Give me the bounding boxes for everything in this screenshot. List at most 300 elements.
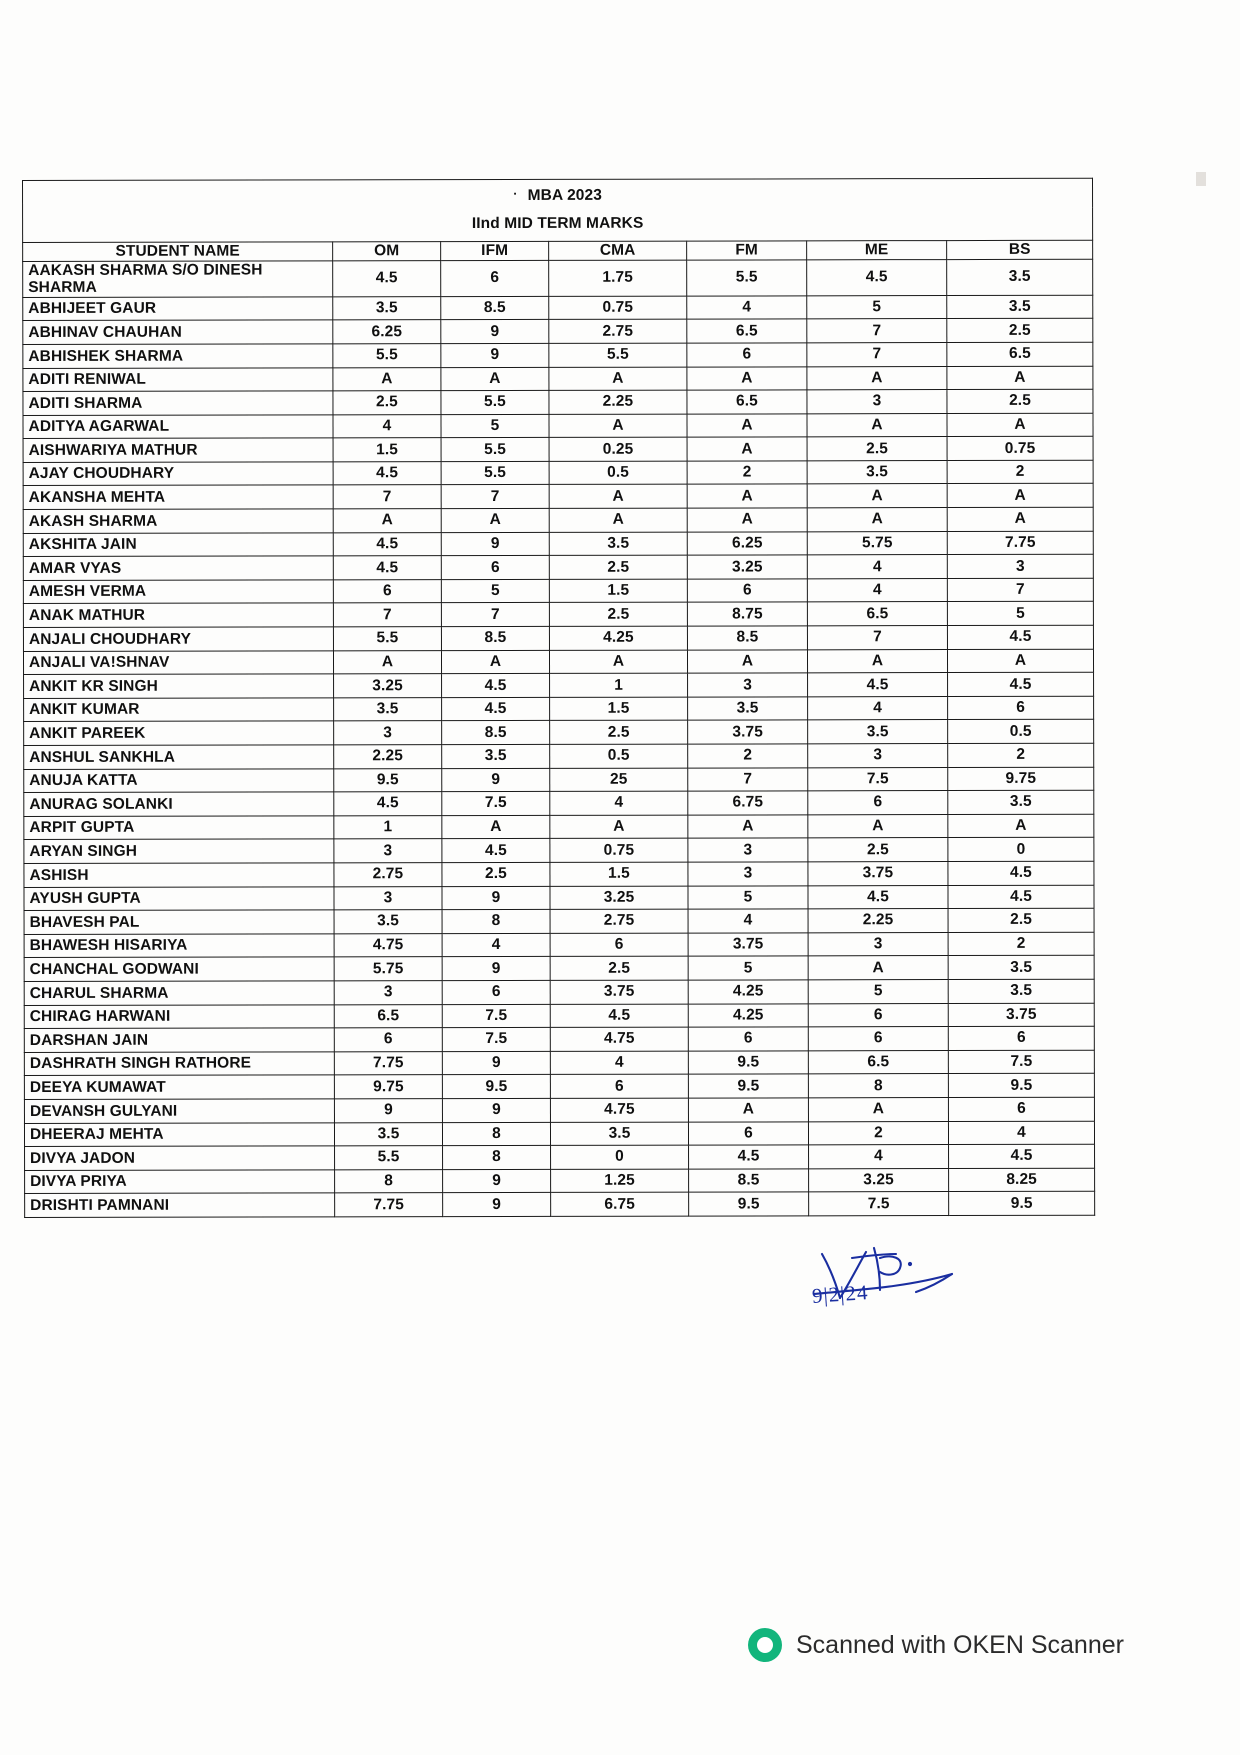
student-name-cell: AAKASH SHARMA S/O DINESH SHARMA [23, 261, 333, 297]
me-mark-cell: 4.5 [808, 885, 948, 909]
om-mark-cell: 6.5 [334, 1004, 442, 1028]
om-mark-cell: A [333, 367, 441, 391]
table-row [23, 342, 1093, 368]
fm-mark-cell: 4 [687, 296, 807, 320]
marks-sheet [22, 178, 1094, 1218]
om-mark-cell: 3.5 [334, 697, 442, 721]
om-mark-cell: 4.75 [334, 933, 442, 957]
bs-mark-cell: 0.75 [947, 437, 1093, 461]
om-mark-cell: 5.5 [335, 1146, 443, 1170]
ifm-mark-cell: 5 [441, 414, 549, 438]
student-name-cell: DHEERAJ MEHTA [24, 1122, 334, 1146]
student-name-cell: ANKIT PAREEK [24, 721, 334, 745]
bs-mark-cell: 3.5 [948, 956, 1094, 980]
me-mark-cell: 6.5 [807, 602, 947, 626]
table-row [24, 814, 1094, 840]
fm-mark-cell: 9.5 [689, 1192, 809, 1216]
om-mark-cell: 4.5 [333, 461, 441, 485]
column-header-fm: FM [687, 241, 807, 260]
bs-mark-cell: 4.5 [948, 672, 1094, 696]
ifm-mark-cell: 7.5 [442, 792, 550, 816]
me-mark-cell: A [807, 366, 947, 390]
table-row [25, 1192, 1095, 1218]
fm-mark-cell: 6 [688, 1027, 808, 1051]
me-mark-cell: A [808, 814, 948, 838]
cma-mark-cell: 1.5 [550, 862, 688, 886]
fm-mark-cell: 3 [688, 673, 808, 697]
bs-mark-cell: 6 [948, 696, 1094, 720]
title-dot-mark: · [513, 185, 518, 201]
cma-mark-cell: 2.25 [549, 390, 687, 414]
student-name-cell: ARPIT GUPTA [24, 816, 334, 840]
me-mark-cell: 4 [809, 1145, 949, 1169]
me-mark-cell: 7 [807, 626, 947, 650]
student-name-cell: BHAWESH HISARIYA [24, 934, 334, 958]
student-name-cell: ANUJA KATTA [24, 768, 334, 792]
cma-mark-cell: 6.75 [551, 1192, 689, 1216]
fm-mark-cell: 6.25 [687, 532, 807, 556]
fm-mark-cell: 6.5 [687, 319, 807, 343]
ifm-mark-cell: 9.5 [442, 1075, 550, 1099]
student-name-cell: BHAVESH PAL [24, 910, 334, 934]
me-mark-cell: 3 [808, 744, 948, 768]
om-mark-cell: 7 [333, 603, 441, 627]
table-row [24, 979, 1094, 1005]
column-header-cma: CMA [549, 241, 687, 260]
cma-mark-cell: 0.75 [550, 838, 688, 862]
om-mark-cell: A [333, 650, 441, 674]
ifm-mark-cell: 8.5 [442, 721, 550, 745]
me-mark-cell: 4.5 [807, 260, 947, 296]
me-mark-cell: 4 [807, 578, 947, 602]
cma-mark-cell: 0.25 [549, 437, 687, 461]
ifm-mark-cell: 2.5 [442, 862, 550, 886]
bs-mark-cell: 6 [948, 1097, 1094, 1121]
om-mark-cell: 4.5 [334, 792, 442, 816]
me-mark-cell: A [807, 649, 947, 673]
fm-mark-cell: 6 [687, 579, 807, 603]
om-mark-cell: 5.75 [334, 957, 442, 981]
fm-mark-cell: 8.5 [687, 626, 807, 650]
ifm-mark-cell: 4.5 [442, 697, 550, 721]
ifm-mark-cell: 4.5 [442, 839, 550, 863]
om-mark-cell: 1 [334, 815, 442, 839]
table-row [25, 1168, 1095, 1194]
me-mark-cell: 3.75 [808, 862, 948, 886]
fm-mark-cell: 4.25 [688, 1003, 808, 1027]
bs-mark-cell: 6.5 [947, 342, 1093, 366]
student-name-cell: ABHIJEET GAUR [23, 297, 333, 321]
me-mark-cell: 2.5 [807, 437, 947, 461]
cma-mark-cell: 3.75 [550, 980, 688, 1004]
cma-mark-cell: 3.5 [549, 532, 687, 556]
cma-mark-cell: 1 [550, 673, 688, 697]
marks-table [22, 178, 1095, 1218]
ifm-mark-cell: 7.5 [442, 1028, 550, 1052]
bs-mark-cell: 7.75 [947, 531, 1093, 555]
ifm-mark-cell: 9 [442, 1098, 550, 1122]
cma-mark-cell: 3.5 [550, 1122, 688, 1146]
ifm-mark-cell: 5.5 [441, 390, 549, 414]
ifm-mark-cell: 6 [442, 980, 550, 1004]
column-header-student-name: STUDENT NAME [23, 242, 333, 262]
me-mark-cell: 5.75 [807, 531, 947, 555]
ifm-mark-cell: 7 [441, 603, 549, 627]
ifm-mark-cell: 6 [441, 260, 549, 296]
table-row [24, 908, 1094, 934]
cma-mark-cell: 0 [551, 1145, 689, 1169]
om-mark-cell: 6 [333, 579, 441, 603]
cma-mark-cell: 0.75 [549, 296, 687, 320]
table-row [23, 437, 1093, 463]
ifm-mark-cell: 9 [443, 1193, 551, 1217]
bs-mark-cell: 2.5 [948, 908, 1094, 932]
bs-mark-cell: 3.75 [948, 1003, 1094, 1027]
ifm-mark-cell: A [441, 508, 549, 532]
bs-mark-cell: 3.5 [947, 295, 1093, 319]
fm-mark-cell: 5 [688, 885, 808, 909]
om-mark-cell: 2.25 [334, 745, 442, 769]
om-mark-cell: 3.5 [333, 296, 441, 320]
document-title-row [23, 178, 1093, 210]
ifm-mark-cell: 4 [442, 933, 550, 957]
ifm-mark-cell: 8.5 [441, 296, 549, 320]
table-row [23, 366, 1093, 392]
me-mark-cell: 4 [808, 696, 948, 720]
ifm-mark-cell: 9 [442, 1051, 550, 1075]
table-row [24, 956, 1094, 982]
me-mark-cell: 8 [808, 1074, 948, 1098]
om-mark-cell: 3 [334, 981, 442, 1005]
cma-mark-cell: 2.5 [550, 721, 688, 745]
fm-mark-cell: 6 [687, 343, 807, 367]
om-mark-cell: 5.5 [333, 344, 441, 368]
om-mark-cell: 7.75 [334, 1051, 442, 1075]
bs-mark-cell: A [947, 484, 1093, 508]
table-row [23, 507, 1093, 533]
ifm-mark-cell: 9 [441, 532, 549, 556]
table-row [23, 413, 1093, 439]
column-header-ifm: IFM [441, 241, 549, 260]
cma-mark-cell: 1.5 [550, 697, 688, 721]
cma-mark-cell: 0.5 [550, 744, 688, 768]
me-mark-cell: 6.5 [808, 1050, 948, 1074]
fm-mark-cell: 2 [687, 461, 807, 485]
me-mark-cell: A [808, 956, 948, 980]
table-row [23, 389, 1093, 415]
ifm-mark-cell: 7.5 [442, 1004, 550, 1028]
cma-mark-cell: 4 [550, 791, 688, 815]
fm-mark-cell: 4 [688, 909, 808, 933]
table-row [25, 1144, 1095, 1170]
table-row [23, 319, 1093, 345]
ifm-mark-cell: 8.5 [441, 626, 549, 650]
column-header-me: ME [807, 241, 947, 260]
cma-mark-cell: 6 [550, 1074, 688, 1098]
column-header-row [23, 240, 1093, 261]
bs-mark-cell: 0 [948, 838, 1094, 862]
om-mark-cell: 7.75 [335, 1193, 443, 1217]
table-row [23, 295, 1093, 321]
bs-mark-cell: 9.5 [949, 1192, 1095, 1216]
ifm-mark-cell: 3.5 [442, 744, 550, 768]
table-row [24, 767, 1094, 793]
ifm-mark-cell: 6 [441, 556, 549, 580]
fm-mark-cell: 9.5 [688, 1074, 808, 1098]
om-mark-cell: 9.75 [334, 1075, 442, 1099]
fm-mark-cell: 6.5 [687, 390, 807, 414]
student-name-cell: DARSHAN JAIN [24, 1028, 334, 1052]
table-row [23, 484, 1093, 510]
fm-mark-cell: 2 [688, 744, 808, 768]
me-mark-cell: 7 [807, 342, 947, 366]
cma-mark-cell: 1.25 [551, 1169, 689, 1193]
table-row [23, 460, 1093, 486]
cma-mark-cell: 1.5 [549, 579, 687, 603]
student-name-cell: ADITI RENIWAL [23, 367, 333, 391]
bs-mark-cell: 4.5 [947, 625, 1093, 649]
ifm-mark-cell: 9 [442, 886, 550, 910]
ifm-mark-cell: 5.5 [441, 461, 549, 485]
om-mark-cell: 7 [333, 485, 441, 509]
student-name-cell: ANJALI CHOUDHARY [23, 627, 333, 651]
student-name-cell: AMAR VYAS [23, 556, 333, 580]
bs-mark-cell: A [947, 413, 1093, 437]
bs-mark-cell: A [947, 507, 1093, 531]
om-mark-cell: 2.75 [334, 863, 442, 887]
me-mark-cell: A [807, 508, 947, 532]
me-mark-cell: 7 [807, 319, 947, 343]
bs-mark-cell: 3.5 [947, 259, 1093, 295]
student-name-cell: AKSHITA JAIN [23, 533, 333, 557]
fm-mark-cell: A [688, 1098, 808, 1122]
om-mark-cell: 8 [335, 1169, 443, 1193]
ifm-mark-cell: 9 [443, 1169, 551, 1193]
cma-mark-cell: 1.75 [549, 260, 687, 296]
om-mark-cell: 3.5 [334, 910, 442, 934]
column-header-om: OM [333, 242, 441, 261]
cma-mark-cell: 2.75 [549, 319, 687, 343]
signature-date: 9|2|24 [811, 1280, 870, 1308]
me-mark-cell: 3.5 [807, 460, 947, 484]
scan-edge-artifact [1196, 172, 1206, 186]
fm-mark-cell: A [687, 414, 807, 438]
om-mark-cell: 9.5 [334, 768, 442, 792]
table-row [24, 1050, 1094, 1076]
cma-mark-cell: 4.75 [550, 1098, 688, 1122]
ifm-mark-cell: 9 [441, 343, 549, 367]
bs-mark-cell: 2 [948, 743, 1094, 767]
bs-mark-cell: 3 [947, 555, 1093, 579]
fm-mark-cell: 6 [688, 1121, 808, 1145]
ifm-mark-cell: 4.5 [442, 674, 550, 698]
table-row [24, 720, 1094, 746]
bs-mark-cell: 6 [948, 1026, 1094, 1050]
cma-mark-cell: 2.5 [550, 956, 688, 980]
cma-mark-cell: 6 [550, 933, 688, 957]
fm-mark-cell: 4.25 [688, 980, 808, 1004]
cma-mark-cell: A [549, 650, 687, 674]
om-mark-cell: 6.25 [333, 320, 441, 344]
bs-mark-cell: 3.5 [948, 979, 1094, 1003]
fm-mark-cell: 9.5 [688, 1051, 808, 1075]
ifm-mark-cell: 5.5 [441, 438, 549, 462]
cma-mark-cell: 2.5 [549, 555, 687, 579]
bs-mark-cell: 0.5 [948, 720, 1094, 744]
student-name-cell: ANJALI VA!SHNAV [23, 650, 333, 674]
bs-mark-cell: 4 [948, 1121, 1094, 1145]
me-mark-cell: 3 [808, 932, 948, 956]
ifm-mark-cell: 9 [442, 957, 550, 981]
ifm-mark-cell: 7 [441, 485, 549, 509]
cma-mark-cell: A [549, 414, 687, 438]
student-name-cell: ASHISH [24, 863, 334, 887]
table-row [24, 1097, 1094, 1123]
student-name-cell: ANKIT KUMAR [24, 698, 334, 722]
fm-mark-cell: 3 [688, 862, 808, 886]
om-mark-cell: 2.5 [333, 391, 441, 415]
fm-mark-cell: 3.5 [688, 697, 808, 721]
bs-mark-cell: 7 [947, 578, 1093, 602]
student-name-cell: ANSHUL SANKHLA [24, 745, 334, 769]
me-mark-cell: 5 [808, 979, 948, 1003]
bs-mark-cell: 2.5 [947, 319, 1093, 343]
ifm-mark-cell: A [442, 815, 550, 839]
bs-mark-cell: 2 [947, 460, 1093, 484]
me-mark-cell: 6 [808, 791, 948, 815]
student-name-cell: DEVANSH GULYANI [24, 1099, 334, 1123]
bs-mark-cell: 2.5 [947, 389, 1093, 413]
cma-mark-cell: 4.5 [550, 1004, 688, 1028]
student-name-cell: ARYAN SINGH [24, 839, 334, 863]
me-mark-cell: 7.5 [809, 1192, 949, 1216]
bs-mark-cell: A [947, 649, 1093, 673]
table-row [24, 838, 1094, 864]
student-name-cell: DRISHTI PAMNANI [25, 1193, 335, 1217]
table-row [24, 885, 1094, 911]
oken-scanner-watermark [748, 1628, 1124, 1662]
fm-mark-cell: 8.5 [689, 1169, 809, 1193]
ifm-mark-cell: 9 [441, 320, 549, 344]
ifm-mark-cell: 5 [441, 579, 549, 603]
oken-watermark-text: Scanned with OKEN Scanner [796, 1630, 1124, 1659]
ifm-mark-cell: A [441, 650, 549, 674]
table-row [23, 578, 1093, 604]
bs-mark-cell: 7.5 [948, 1050, 1094, 1074]
fm-mark-cell: 8.75 [687, 602, 807, 626]
cma-mark-cell: 2.5 [549, 603, 687, 627]
om-mark-cell: 3 [334, 886, 442, 910]
bs-mark-cell: 4.5 [949, 1144, 1095, 1168]
me-mark-cell: A [808, 1097, 948, 1121]
fm-mark-cell: A [687, 437, 807, 461]
student-name-cell: ANURAG SOLANKI [24, 792, 334, 816]
cma-mark-cell: A [549, 367, 687, 391]
page-subtitle: IInd MID TERM MARKS [23, 208, 1093, 243]
om-mark-cell: 9 [334, 1099, 442, 1123]
fm-mark-cell: 5 [688, 956, 808, 980]
me-mark-cell: 3 [807, 390, 947, 414]
marks-table-body [23, 259, 1095, 1217]
table-row [24, 932, 1094, 958]
fm-mark-cell: A [687, 649, 807, 673]
me-mark-cell: A [807, 413, 947, 437]
bs-mark-cell: 4.5 [948, 885, 1094, 909]
fm-mark-cell: 7 [688, 767, 808, 791]
me-mark-cell: 7.5 [808, 767, 948, 791]
page-title: MBA 2023 [527, 186, 602, 204]
om-mark-cell: 4.5 [333, 556, 441, 580]
om-mark-cell: 3 [334, 839, 442, 863]
student-name-cell: ANKIT KR SINGH [24, 674, 334, 698]
student-name-cell: ABHINAV CHAUHAN [23, 320, 333, 344]
me-mark-cell: 4 [807, 555, 947, 579]
ifm-mark-cell: 8 [442, 1122, 550, 1146]
bs-mark-cell: 5 [947, 602, 1093, 626]
student-name-cell: AISHWARIYA MATHUR [23, 438, 333, 462]
bs-mark-cell: 2 [948, 932, 1094, 956]
student-name-cell: AKANSHA MEHTA [23, 485, 333, 509]
cma-mark-cell: 2.75 [550, 909, 688, 933]
bs-mark-cell: 8.25 [949, 1168, 1095, 1192]
student-name-cell: CHARUL SHARMA [24, 981, 334, 1005]
table-row [24, 1121, 1094, 1147]
me-mark-cell: 3.25 [809, 1168, 949, 1192]
om-mark-cell: 3.25 [334, 674, 442, 698]
student-name-cell: ANAK MATHUR [23, 603, 333, 627]
fm-mark-cell: 3 [688, 838, 808, 862]
cma-mark-cell: A [550, 815, 688, 839]
student-name-cell: DIVYA PRIYA [25, 1170, 335, 1194]
me-mark-cell: 4.5 [808, 673, 948, 697]
om-mark-cell: 4 [333, 414, 441, 438]
bs-mark-cell: A [948, 814, 1094, 838]
cma-mark-cell: 25 [550, 768, 688, 792]
ifm-mark-cell: A [441, 367, 549, 391]
me-mark-cell: 6 [808, 1027, 948, 1051]
cma-mark-cell: 5.5 [549, 343, 687, 367]
cma-mark-cell: A [549, 508, 687, 532]
fm-mark-cell: 3.75 [688, 720, 808, 744]
bs-mark-cell: A [947, 366, 1093, 390]
fm-mark-cell: 6.75 [688, 791, 808, 815]
student-name-cell: AJAY CHOUDHARY [23, 462, 333, 486]
me-mark-cell: 2.5 [808, 838, 948, 862]
om-mark-cell: 3.5 [334, 1122, 442, 1146]
om-mark-cell: 1.5 [333, 438, 441, 462]
fm-mark-cell: A [687, 484, 807, 508]
student-name-cell: ABHISHEK SHARMA [23, 344, 333, 368]
table-row [23, 531, 1093, 557]
cma-mark-cell: A [549, 485, 687, 509]
bs-mark-cell: 3.5 [948, 790, 1094, 814]
me-mark-cell: 2 [808, 1121, 948, 1145]
document-title-cell [23, 178, 1093, 210]
table-row [23, 259, 1093, 297]
student-name-cell: DEEYA KUMAWAT [24, 1075, 334, 1099]
table-row [23, 649, 1093, 675]
table-row [24, 1026, 1094, 1052]
me-mark-cell: 5 [807, 295, 947, 319]
table-row [24, 696, 1094, 722]
signature-mark [800, 1232, 980, 1322]
student-name-cell: ADITI SHARMA [23, 391, 333, 415]
student-name-cell: AKASH SHARMA [23, 509, 333, 533]
table-row [23, 602, 1093, 628]
cma-mark-cell: 4.25 [549, 626, 687, 650]
table-row [24, 672, 1094, 698]
fm-mark-cell: A [687, 366, 807, 390]
